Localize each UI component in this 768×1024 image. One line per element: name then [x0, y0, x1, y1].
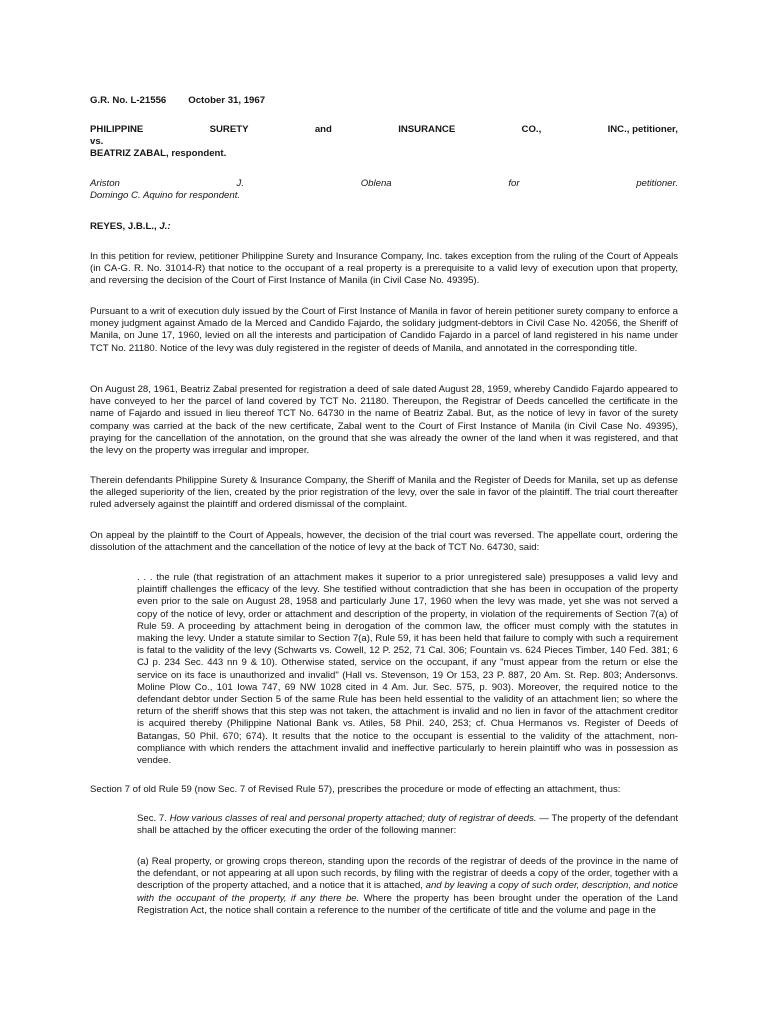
block-quote-appellate: . . . the rule (that registration of an attachment makes it superior to a prior unregistered sale) presupposes a valid levy and plaintiff challenges the efficacy of the levy. She testified without contradiction that she has been in occupation of the property even prior to the sale on August 28, 1958 and particularly June 17, 1960 when the levy was made, yet she was not served a copy of the notice of levy, order or attachment and description of the property, in violation of the requirements of Section 7(a) of Rule 59. A proceeding by attachment being in derogation of the common law, the officer must comply with the statutes in making the levy. Under a statute similar to Section 7(a), Rule 59, it has been held that failure to comply with such a requirement is fatal to the validity of the levy (Schwarts vs. Cowell, 12 P. 252, 71 Cal. 306; Fountain vs. 624 Pieces Timber, 140 Fed. 381; 6 CJ p. 234 Sec. 443 nn 9 & 10). Otherwise stated, service on the occupant, if any "must appear from the return or else the service on its face is unauthorized and invalid" (Hall vs. Stevenson, 19 Or 153, 23 P. 887, 20 Am. St. Rep. 803; Andersonvs. Moline Plow Co., 101 Iowa 747, 69 NW 1028 cited in 4 Am. Jur. Sec. 575, p. 903). Moreover, the required notice to the defendant debtor under Section 5 of the same Rule has been held essential to the validity of an attachment lien; so where the return of the sheriff shows that this step was not taken, the attachment is invalid and no lien in favor of the attachment creditor is acquired thereby (Philippine National Bank vs. Atiles, 58 Phil. 240, 253; cf. Chua Hermanos vs. Register of Deeds of Batangas, 50 Phil. 670; 674). It results that the notice to the occupant is essential to the validity of the attachment, non-compliance with which renders the attachment invalid and ineffective particularly to herein plaintiff who was in possession as vendee. [137, 572, 678, 767]
paragraph-6: Section 7 of old Rule 59 (now Sec. 7 of Revised Rule 57), prescribes the procedure or mode of effecting an attachment, thus: [90, 784, 621, 795]
case-header [90, 95, 678, 107]
block-quote-rule-section-7 [137, 813, 678, 837]
subsection-text: (a) Real property, or growing crops thereon, standing upon the records of the registrar of deeds of the province in the name of the defendant, or not appearing at all upon such records, by filing with the registrar of deeds a copy of the order, together with a description of the property attached, and a notice that it is attached, [137, 856, 678, 892]
section-number: Sec. 7. [137, 813, 170, 824]
subsection-text-continued: Where the property has been brought under the operation of the Land Registration Act, the notice shall contain a reference to the number of the certificate of title and the volume and page in the [137, 892, 678, 916]
gr-number: G.R. No. L-21556 [90, 95, 167, 106]
counsel-petitioner-line [90, 178, 678, 190]
petitioner-word: and [314, 124, 332, 135]
section-heading: How various classes of real and personal property attached; duty of registrar of deeds. [169, 813, 537, 824]
ponente-suffix: J.: [159, 221, 171, 232]
subsection-italic: and by leaving a copy of such order, description, and notice with the occupant of the property, if any there be. [137, 880, 678, 904]
counsel-word: petitioner. [636, 178, 678, 189]
paragraph-2: Pursuant to a writ of execution duly issued by the Court of First Instance of Manila in favor of herein petitioner surety company to enforce a money judgment against Amado de la Merced and Candido Fajardo, the solidary judgment-debtors in Civil Case No. 42056, the Sheriff of Manila, on June 17, 1960, levied on all the interests and participation of Candido Fajardo in a parcel of land registered in his name under TCT No. 21180. Notice of the levy was duly registered in the register of deeds of Manila, and annotated in the corresponding title. [90, 306, 678, 354]
paragraph-5: On appeal by the plaintiff to the Court of Appeals, however, the decision of the trial court was reversed. The appellate court, ordering the dissolution of the attachment and the cancellation of the notice of levy at the back of TCT No. 64730, said: [90, 530, 678, 554]
block-quote-subsection-a [137, 856, 678, 917]
paragraph-4: Therein defendants Philippine Surety & Insurance Company, the Sheriff of Manila and the Register of Deeds for Manila, set up as defense the alleged superiority of the lien, created by the prior registration of the levy, over the sale in favor of the plaintiff. The trial court thereafter ruled adversely against the plaintiff and ordered dismissal of the complaint. [90, 475, 678, 511]
versus: vs. [90, 136, 104, 147]
respondent-line: BEATRIZ ZABAL, respondent. [90, 148, 227, 159]
ponente-name: REYES, J.B.L., [90, 221, 160, 232]
petitioner-line [90, 124, 678, 136]
paragraph-1: In this petition for review, petitioner Philippine Surety and Insurance Company, Inc. takes exception from the ruling of the Court of Appeals (in CA-G. R. No. 31014-R) that notice to the occupant of a real property is a prerequisite to a valid levy of execution upon that property, and reversing the decision of the Court of First Instance of Manila (in Civil Case No. 49395). [90, 251, 678, 287]
ponente [90, 221, 678, 233]
decision-date: October 31, 1967 [188, 95, 266, 106]
petitioner-word: INC., petitioner, [607, 124, 678, 135]
petitioner-word: INSURANCE [398, 124, 456, 135]
counsel-word: for [508, 178, 520, 189]
section-text: — The property of the defendant shall be attached by the officer executing the order of the following manner: [137, 813, 678, 837]
petitioner-word: PHILIPPINE [90, 124, 144, 135]
counsel-word: J. [236, 178, 245, 189]
petitioner-word: SURETY [209, 124, 249, 135]
petitioner-word: CO., [521, 124, 542, 135]
paragraph-3: On August 28, 1961, Beatriz Zabal presented for registration a deed of sale dated August 28, 1959, whereby Candido Fajardo appeared to have conveyed to her the parcel of land covered by TCT No. 21180. Thereupon, the Registrar of Deeds cancelled the certificate in the name of Fajardo and issued in lieu thereof TCT No. 64730 in the name of Beatriz Zabal. But, as the notice of levy in favor of the surety company was carried at the back of the new certificate, Zabal went to the Court of First Instance of Manila (in Civil Case No. 49395), praying for the cancellation of the annotation, on the ground that she was already the owner of the land when it was registered, and that the levy on the property was irregular and improper. [90, 384, 678, 457]
counsel-respondent-line: Domingo C. Aquino for respondent. [90, 190, 241, 201]
counsel-word: Oblena [360, 178, 392, 189]
counsel-word: Ariston [90, 178, 120, 189]
